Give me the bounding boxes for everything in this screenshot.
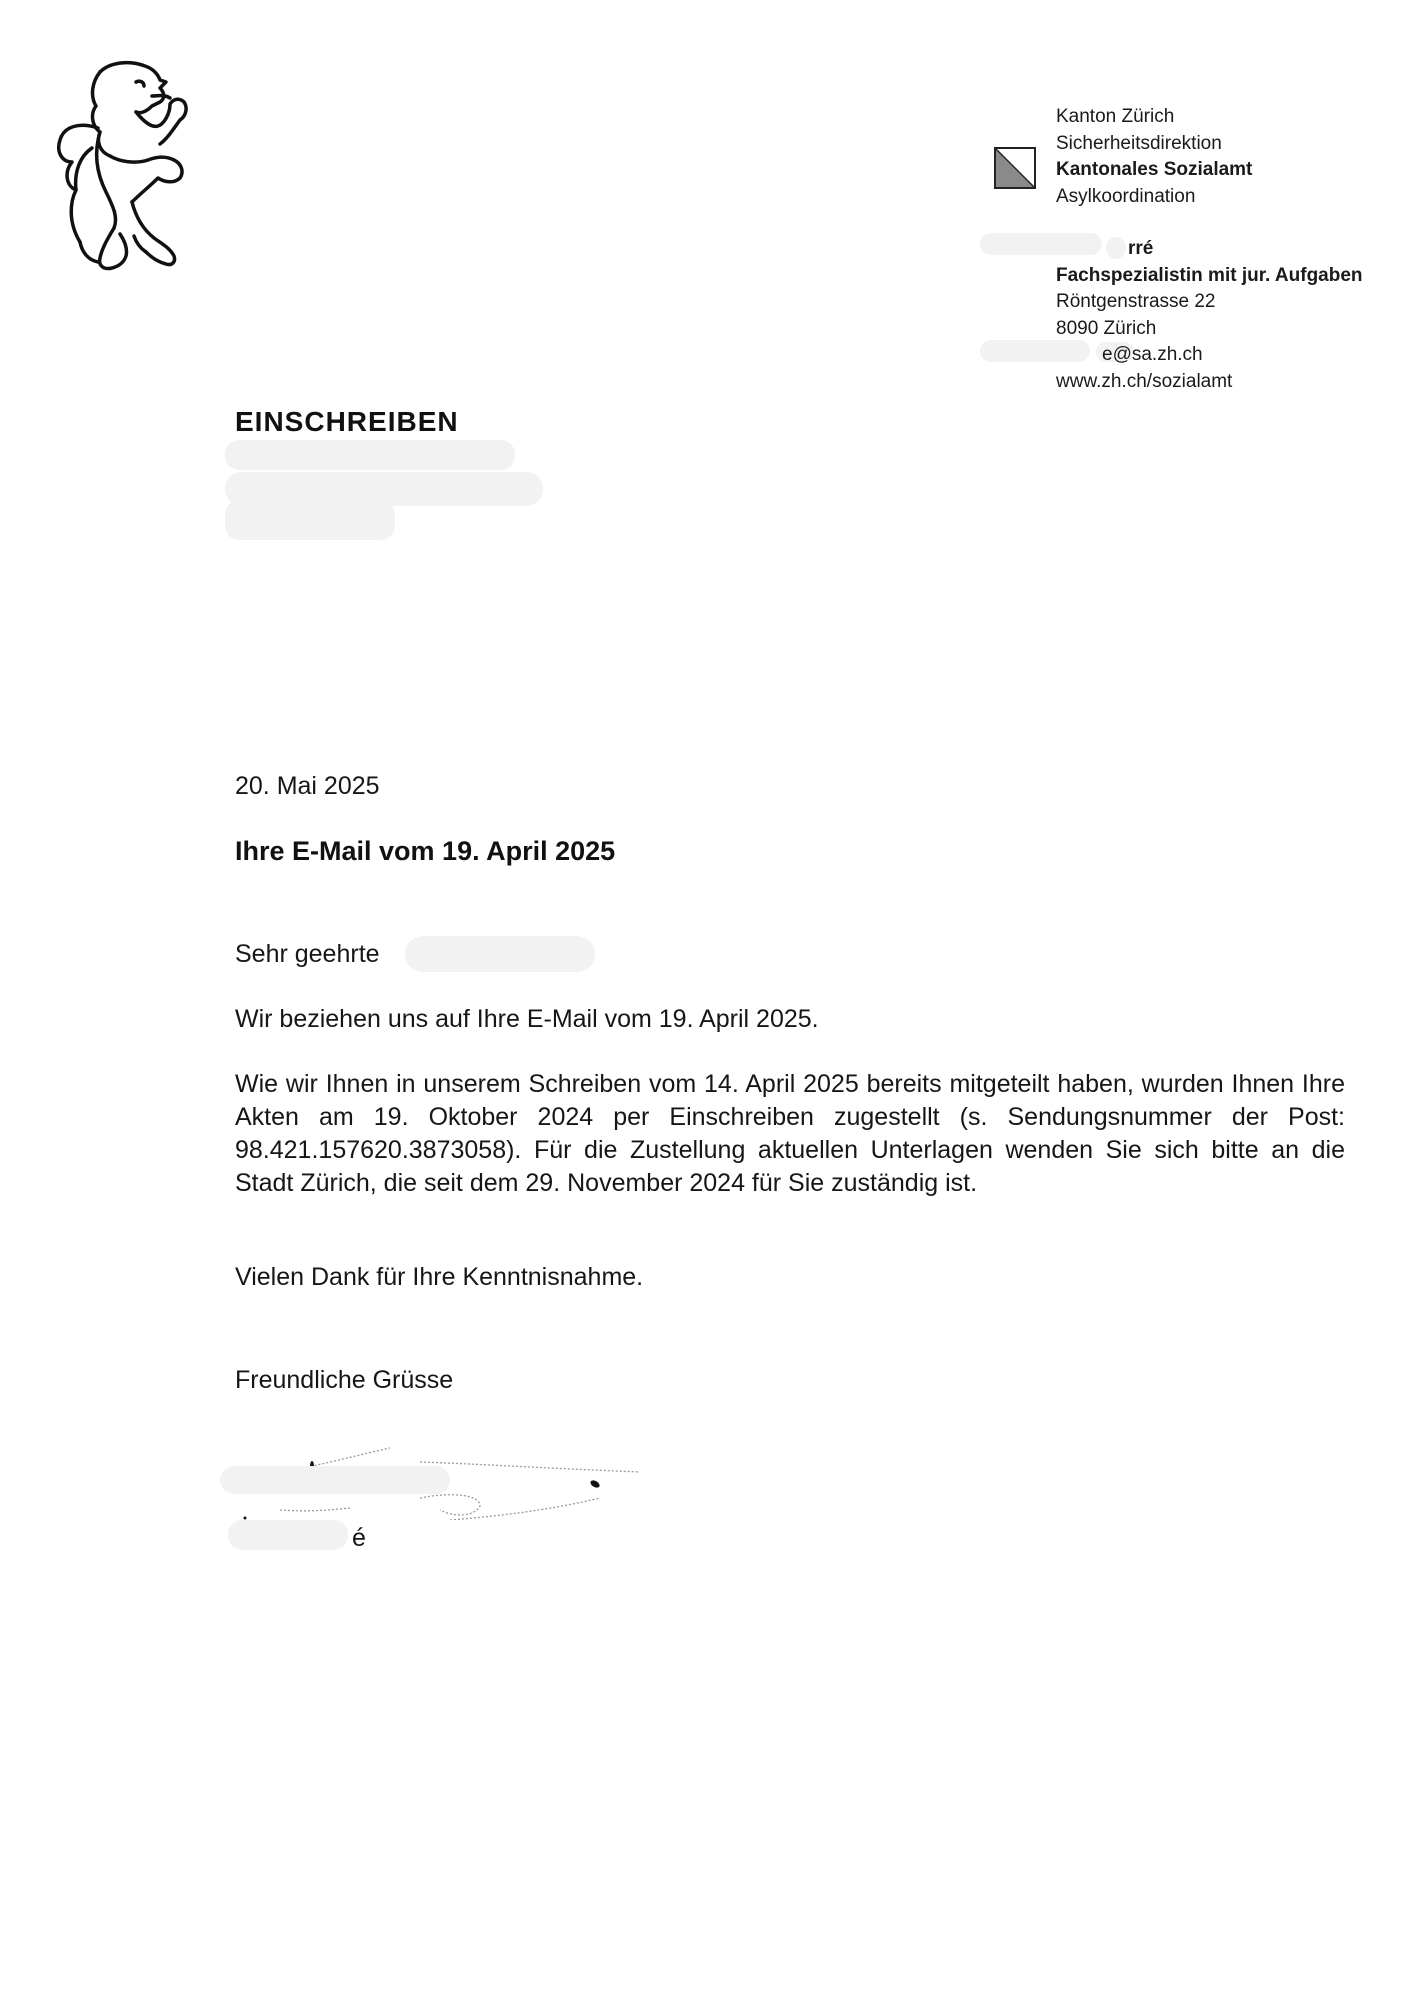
sender-line-canton: Kanton Zürich xyxy=(1056,106,1175,127)
salutation: Sehr geehrte xyxy=(235,940,380,968)
contact-email: e@sa.zh.ch xyxy=(1102,344,1203,365)
contact-street: Röntgenstrasse 22 xyxy=(1056,291,1216,312)
paragraph-main: Wie wir Ihnen in unserem Schreiben vom 14. April 2025 bereits mitgeteilt haben, wurden Ihnen Ihre Akten am 19. Oktober 2024 per Einschreiben zugestellt (s. Sendungsnummer der Post: 98.421.157620.3873058). Für die Zustellung aktuellen Unterlagen wenden Sie sich bitte an die Stadt Zürich, die seit dem 29. November 2024 für Sie zuständig ist. xyxy=(235,1070,1345,1197)
redaction-recipient-line3 xyxy=(225,500,395,540)
paragraph-thanks: Vielen Dank für Ihre Kenntnisnahme. xyxy=(235,1263,644,1291)
contact-name: rré xyxy=(1128,238,1154,259)
paragraph-reference: Wir beziehen uns auf Ihre E-Mail vom 19. April 2025. xyxy=(235,1005,819,1033)
sender-line-department: Asylkoordination xyxy=(1056,185,1196,207)
sender-line-office: Kantonales Sozialamt xyxy=(1056,159,1253,180)
contact-city: 8090 Zürich xyxy=(1056,317,1157,339)
contact-block xyxy=(1056,236,1363,395)
redaction-recipient-line1 xyxy=(225,440,515,470)
letter-subject: Ihre E-Mail vom 19. April 2025 xyxy=(235,836,616,866)
contact-title: Fachspezialistin mit jur. Aufgaben xyxy=(1056,264,1363,286)
redaction-signatory-name xyxy=(228,1520,348,1550)
redaction-recipient-name xyxy=(405,936,595,972)
closing: Freundliche Grüsse xyxy=(235,1366,454,1394)
zurich-canton-shield-icon xyxy=(994,147,1036,189)
signatory-name: é xyxy=(352,1524,366,1552)
sender-line-directorate: Sicherheitsdirektion xyxy=(1056,132,1222,154)
letter-date: 20. Mai 2025 xyxy=(235,772,380,800)
sender-organization xyxy=(1056,104,1252,210)
zurich-lion-crest-icon xyxy=(40,52,220,292)
contact-website: www.zh.ch/sozialamt xyxy=(1056,370,1233,392)
delivery-method: EINSCHREIBEN xyxy=(235,406,459,437)
redaction-signature xyxy=(220,1466,450,1494)
